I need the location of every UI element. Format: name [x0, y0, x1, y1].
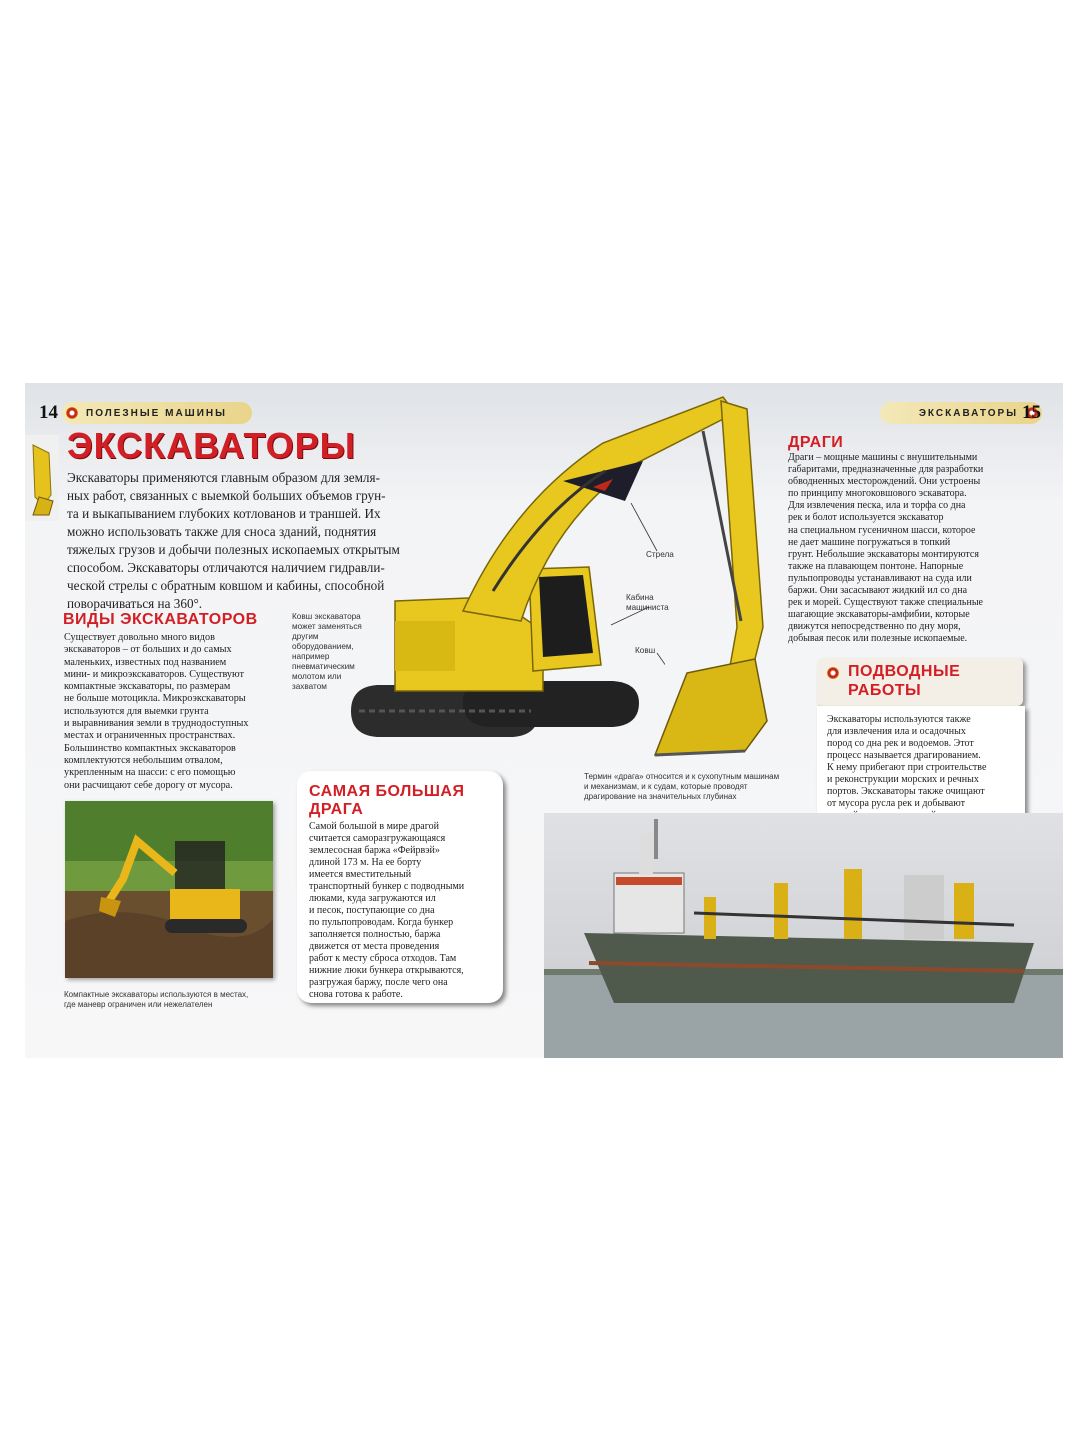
- dredge-line: землесосная баржа «Фейрвэй»: [309, 845, 440, 856]
- heading-line: ДРАГА: [309, 801, 364, 818]
- intro-line: ческой стрелы с обратным ковшом и кабины, способной: [67, 578, 385, 593]
- cabin-label-line: Кабина: [626, 593, 654, 602]
- dredges-line: пульпопроводы устанавливают на суда или: [788, 572, 972, 584]
- types-heading: ВИДЫ ЭКСКАВАТОРОВ: [63, 611, 258, 628]
- dredges-line: шагающие экскаваторы-амфибии, которые: [788, 609, 970, 621]
- intro-line: та и выкапыванием глубоких котлованов и траншей. Их: [67, 506, 381, 521]
- dredges-line: рек и болот используется экскаватор: [788, 512, 944, 524]
- dredges-line: не дает машине погружаться в топкий: [788, 536, 951, 548]
- dredge-line: разгружая баржу, после чего она: [309, 977, 448, 988]
- cabin-label: [626, 593, 669, 613]
- book-spread: [25, 383, 1063, 1058]
- underwater-box: [817, 706, 1025, 830]
- intro-line: тяжелых грузов и добычи полезных ископаемых открытым: [67, 542, 400, 557]
- left-running-header: [62, 402, 252, 424]
- compact-excavator-photo: [65, 801, 273, 978]
- dredges-line: обводненных месторождений. Они устроены: [788, 476, 981, 488]
- underwater-line: от мусора русла рек и добывают: [827, 798, 965, 809]
- left-section-label: ПОЛЕЗНЫЕ МАШИНЫ: [86, 407, 227, 419]
- intro-line: ных работ, связанных с выемкой больших объемов грун-: [67, 488, 386, 503]
- largest-dredge-box: [297, 771, 503, 1003]
- dredge-line: работ к месту сброса отходов. Там: [309, 953, 457, 964]
- right-section-label: ЭКСКАВАТОРЫ: [918, 407, 1018, 419]
- types-line: они расчищают себе дорогу от мусора.: [64, 779, 233, 791]
- dredges-line: движутся непосредственно по дну моря,: [788, 621, 961, 633]
- page-title: ЭКСКАВАТОРЫ: [67, 425, 356, 466]
- dredge-line: нижние люки бункера открываются,: [309, 965, 464, 976]
- note-line: захватом: [292, 682, 327, 691]
- note-line: другим: [292, 632, 319, 641]
- intro-line: поворачиваться на 360°.: [67, 596, 203, 611]
- dredges-line: Драги – мощные машины с внушительными: [788, 452, 978, 463]
- caption-line: Термин «драга» относится и к сухопутным машинам: [584, 772, 780, 781]
- left-page-number: 14: [39, 402, 58, 423]
- intro-line: способом. Экскаваторы отличаются наличием гидравли-: [67, 560, 385, 575]
- types-paragraph: [64, 632, 304, 792]
- dredge-line: Самой большой в мире драгой: [309, 821, 439, 832]
- compact-photo-caption: [64, 990, 284, 1010]
- dredge-line: по пульпопроводам. Когда бункер: [309, 917, 454, 928]
- dredges-line: баржи. Они засасывают жидкий ил со дна: [788, 585, 968, 597]
- note-line: оборудованием,: [292, 642, 354, 651]
- underwater-heading-box: [817, 658, 1023, 706]
- note-line: пневматическим: [292, 662, 355, 671]
- caption-line: драгирование на значительных глубинах: [584, 792, 737, 801]
- large-excavator-image: [343, 391, 783, 761]
- dredge-line: движется от места проведения: [309, 941, 440, 952]
- note-line: молотом или: [292, 672, 342, 681]
- types-line: Существует довольно много видов: [64, 632, 215, 643]
- heading-line: САМАЯ БОЛЬШАЯ: [309, 783, 465, 800]
- largest-dredge-heading: [309, 783, 464, 819]
- right-running-header: [880, 402, 1042, 424]
- excavator-thumbnail: [25, 435, 59, 521]
- note-line: Ковш экскаватора: [292, 612, 361, 621]
- dredges-heading: ДРАГИ: [788, 434, 844, 451]
- note-line: может заменяться: [292, 622, 362, 631]
- underwater-line: К нему прибегают при строительстве: [827, 762, 987, 773]
- dredges-line: грунт. Небольшие экскаваторы монтируются: [788, 548, 979, 560]
- underwater-text: [827, 714, 1023, 822]
- caption-line: где маневр ограничен или нежелателен: [64, 1000, 213, 1009]
- dredges-line: по принципу многоковшового эскаватора.: [788, 488, 967, 500]
- heading-line: РАБОТЫ: [848, 682, 922, 699]
- caption-line: Компактные экскаваторы используются в местах,: [64, 990, 249, 999]
- underwater-heading: [848, 662, 960, 700]
- caption-line: и механизмам, и к судам, которые проводят: [584, 782, 748, 791]
- types-line: маленьких, известных под названием: [64, 656, 227, 668]
- dredges-line: на специальном гусеничном шасси, которое: [788, 524, 976, 536]
- types-line: комплектуются небольшим отвалом,: [64, 754, 223, 766]
- types-line: местах и ограниченных пространствах.: [64, 730, 236, 742]
- types-line: и выравнивания земли в труднодоступных: [64, 718, 249, 730]
- dredge-line: считается саморазгружающаяся: [309, 833, 446, 844]
- underwater-line: процесс называется драгированием.: [827, 750, 981, 761]
- types-line: используются для выемки грунта: [64, 705, 209, 717]
- types-line: укрепленным на шасси: с его помощью: [64, 767, 236, 779]
- types-line: мини- и микроэкскаваторов. Существуют: [64, 668, 244, 680]
- underwater-line: пород со дна рек и водоемов. Этот: [827, 738, 974, 749]
- dredges-line: габаритами, предназначенные для разработки: [788, 464, 984, 476]
- underwater-line: портов. Экскаваторы также очищают: [827, 786, 985, 797]
- types-line: Большинство компактных экскаваторов: [64, 742, 236, 754]
- right-page-number: 15: [1022, 402, 1041, 423]
- dredges-paragraph: [788, 452, 1046, 646]
- dredge-photo-caption: [584, 772, 804, 802]
- ornament-icon: [827, 667, 839, 679]
- underwater-line: для извлечения ила и осадочных: [827, 726, 966, 737]
- dredge-line: и песок, поступающие со дна: [309, 905, 435, 916]
- dredge-line: длиной 173 м. На ее борту: [309, 857, 422, 868]
- dredge-line: заполняется полностью, баржа: [309, 929, 441, 940]
- types-line: экскаваторов – от больших и до самых: [64, 644, 232, 656]
- cabin-label-line: машиниста: [626, 603, 669, 612]
- bucket-label: Ковш: [635, 646, 656, 655]
- dredge-line: люками, куда загружаются ил: [309, 893, 436, 904]
- bucket-replace-note: [292, 612, 382, 692]
- dredges-line: Для извлечения песка, ила и торфа со дна: [788, 500, 966, 512]
- dredges-line: добывая песок или полезные ископаемые.: [788, 633, 968, 645]
- dredge-line: имеется вместительный: [309, 869, 412, 880]
- dredge-ship-photo: [544, 813, 1063, 1058]
- largest-dredge-text: [309, 821, 499, 1001]
- dredges-line: рек и морей. Существуют также специальные: [788, 597, 983, 609]
- types-line: не больше мотоцикла. Микроэкскаваторы: [64, 693, 246, 705]
- ornament-icon: [66, 407, 78, 419]
- boom-label: Стрела: [646, 550, 674, 559]
- intro-line: можно использовать также для сноса зданий, поднятия: [67, 524, 377, 539]
- underwater-line: и реконструкции морских и речных: [827, 774, 979, 785]
- intro-line: Экскаваторы применяются главным образом для земля-: [67, 470, 380, 485]
- dredges-line: также на плавающем понтоне. Напорные: [788, 560, 964, 572]
- dredge-line: снова готова к работе.: [309, 989, 403, 1000]
- heading-line: ПОДВОДНЫЕ: [848, 663, 961, 680]
- note-line: например: [292, 652, 330, 661]
- dredge-line: транспортный бункер с подводными: [309, 881, 465, 892]
- types-line: компактные экскаваторы, по размерам: [64, 681, 231, 693]
- underwater-line: Экскаваторы используются также: [827, 714, 971, 725]
